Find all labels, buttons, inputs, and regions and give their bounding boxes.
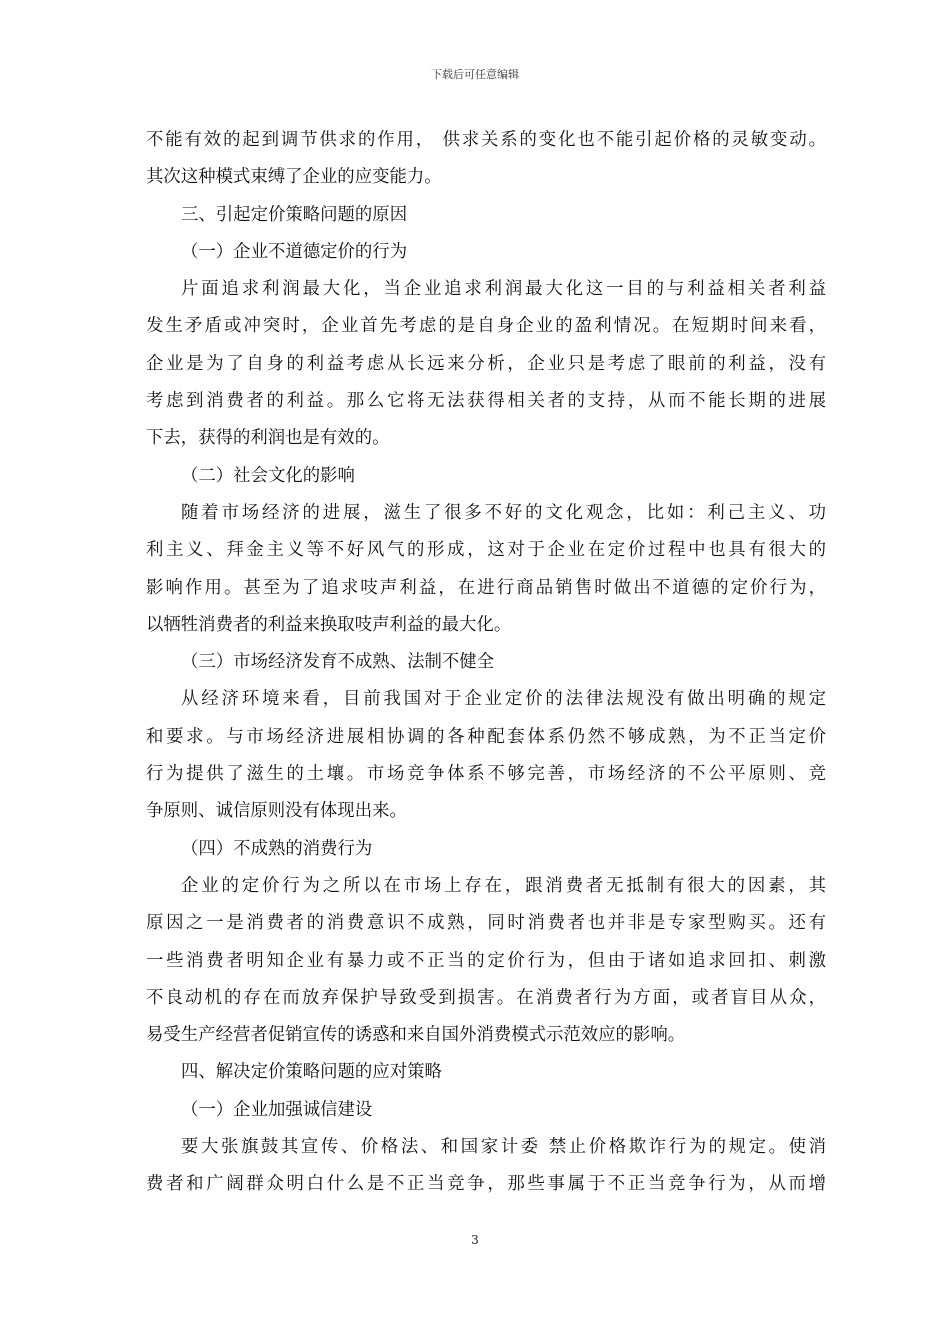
text-line: 要大张旗鼓其宣传、价格法、和国家计委 禁止价格欺诈行为的规定。使消 — [181, 1137, 826, 1158]
text-line: 影响作用。甚至为了追求吱声利益，在进行商品销售时做出不道德的定价行为， — [146, 577, 826, 598]
text-line: （一）企业不道德定价的行为 — [181, 241, 408, 262]
text-line: 一些消费者明知企业有暴力或不正当的定价行为，但由于诸如追求回扣、刺激 — [146, 950, 826, 971]
text-line: 下去，获得的利润也是有效的。 — [146, 428, 390, 449]
text-line: 不良动机的存在而放弃保护导致受到损害。在消费者行为方面，或者盲目从众， — [146, 987, 826, 1008]
page-number: 3 — [471, 1233, 479, 1247]
page-header: 下载后可任意编辑 — [431, 68, 519, 81]
text-line: 行为提供了滋生的土壤。市场竞争体系不够完善，市场经济的不公平原则、竞 — [146, 764, 826, 785]
text-line: 费者和广阔群众明白什么是不正当竞争，那些事属于不正当竞争行为，从而增 — [146, 1174, 826, 1195]
text-line: （四）不成熟的消费行为 — [181, 838, 373, 859]
text-line: 片面追求利润最大化，当企业追求利润最大化这一目的与利益相关者利益 — [181, 279, 826, 300]
text-line: 争原则、诚信原则没有体现出来。 — [146, 801, 407, 822]
text-line: 以牺牲消费者的利益来换取吱声利益的最大化。 — [146, 614, 512, 635]
text-line: 利主义、拜金主义等不好风气的形成，这对于企业在定价过程中也具有很大的 — [146, 540, 826, 561]
text-line: （一）企业加强诚信建设 — [181, 1099, 373, 1120]
text-line: 四、解决定价策略问题的应对策略 — [181, 1062, 442, 1083]
text-line: 企业是为了自身的利益考虑从长远来分析，企业只是考虑了眼前的利益，没有 — [146, 353, 826, 374]
text-line: 随着市场经济的进展，滋生了很多不好的文化观念，比如：利己主义、功 — [181, 502, 826, 523]
text-line: 和要求。与市场经济进展相协调的各种配套体系仍然不够成熟，为不正当定价 — [146, 726, 826, 747]
text-line: 企业的定价行为之所以在市场上存在，跟消费者无抵制有很大的因素，其 — [181, 875, 826, 896]
text-line: 其次这种模式束缚了企业的应变能力。 — [146, 167, 442, 188]
text-line: 考虑到消费者的利益。那么它将无法获得相关者的支持，从而不能长期的进展 — [146, 391, 826, 412]
text-line: 三、引起定价策略问题的原因 — [181, 204, 408, 225]
text-line: 易受生产经营者促销宣传的诱惑和来自国外消费模式示范效应的影响。 — [146, 1025, 686, 1046]
text-line: 不能有效的起到调节供求的作用， 供求关系的变化也不能引起价格的灵敏变动。 — [146, 130, 826, 150]
text-line: 从经济环境来看，目前我国对于企业定价的法律法规没有做出明确的规定 — [181, 689, 826, 710]
text-line: 发生矛盾或冲突时，企业首先考虑的是自身企业的盈利情况。在短期时间来看， — [146, 316, 826, 337]
document-body — [146, 122, 826, 1204]
text-line: 原因之一是消费者的消费意识不成熟，同时消费者也并非是专家型购买。还有 — [146, 913, 826, 934]
text-line: （二）社会文化的影响 — [181, 465, 355, 486]
text-line: （三）市场经济发育不成熟、法制不健全 — [181, 652, 495, 673]
